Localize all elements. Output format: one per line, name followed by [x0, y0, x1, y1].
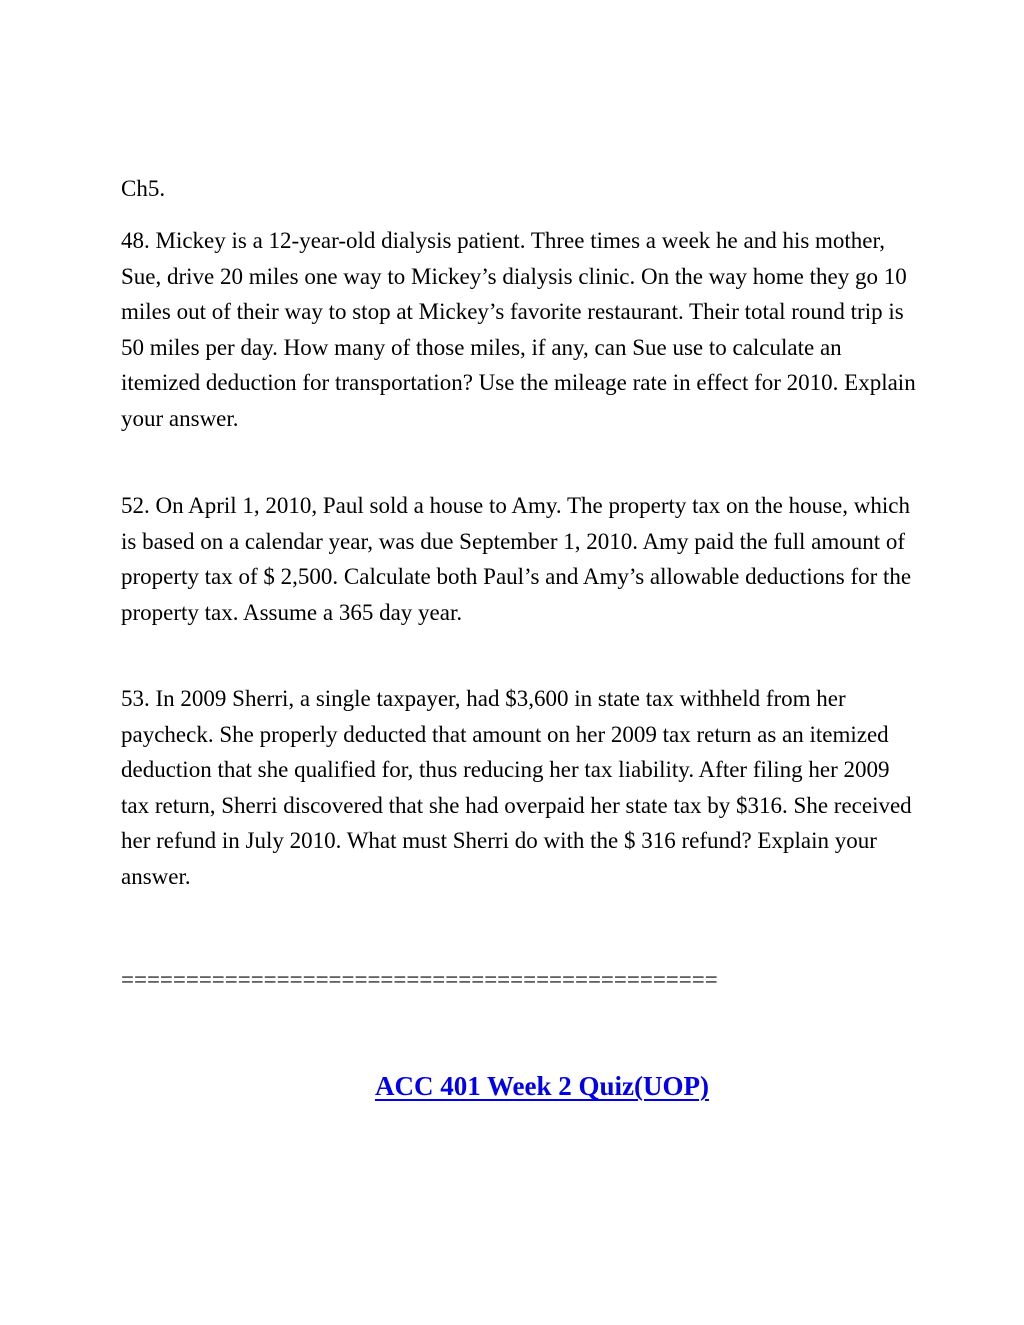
quiz-link[interactable]: ACC 401 Week 2 Quiz(UOP): [375, 1071, 709, 1101]
question-48: 48. Mickey is a 12-year-old dialysis patient. Three times a week he and his mother, Sue, drive 20 miles one way to Mickey’s dialysis clinic. On the way home they go 10 miles out of their way to stop at Mickey’s favorite restaurant. Their total round trip is 50 miles per day. How many of those miles, if any, can Sue use to calculate an itemized deduction for transportation? Use the mileage rate in effect for 2010. Explain your answer.: [121, 228, 916, 431]
link-container: [0, 1068, 1024, 1104]
chapter-heading: Ch5.: [121, 176, 166, 201]
question-53: 53. In 2009 Sherri, a single taxpayer, had $3,600 in state tax withheld from her paycheck. She properly deducted that amount on her 2009 tax return as an itemized deduction that she qualified for, thus reducing her tax liability. After filing her 2009 tax return, Sherri discovered that she had overpaid her state tax by $316. She received her refund in July 2010. What must Sherri do with the $ 316 refund? Explain your answer.: [121, 686, 912, 889]
section-divider: ==============================================: [121, 967, 718, 992]
question-52: 52. On April 1, 2010, Paul sold a house to Amy. The property tax on the house, which is based on a calendar year, was due September 1, 2010. Amy paid the full amount of property tax of $ 2,500. Calculate both Paul’s and Amy’s allowable deductions for the property tax. Assume a 365 day year.: [121, 493, 912, 625]
